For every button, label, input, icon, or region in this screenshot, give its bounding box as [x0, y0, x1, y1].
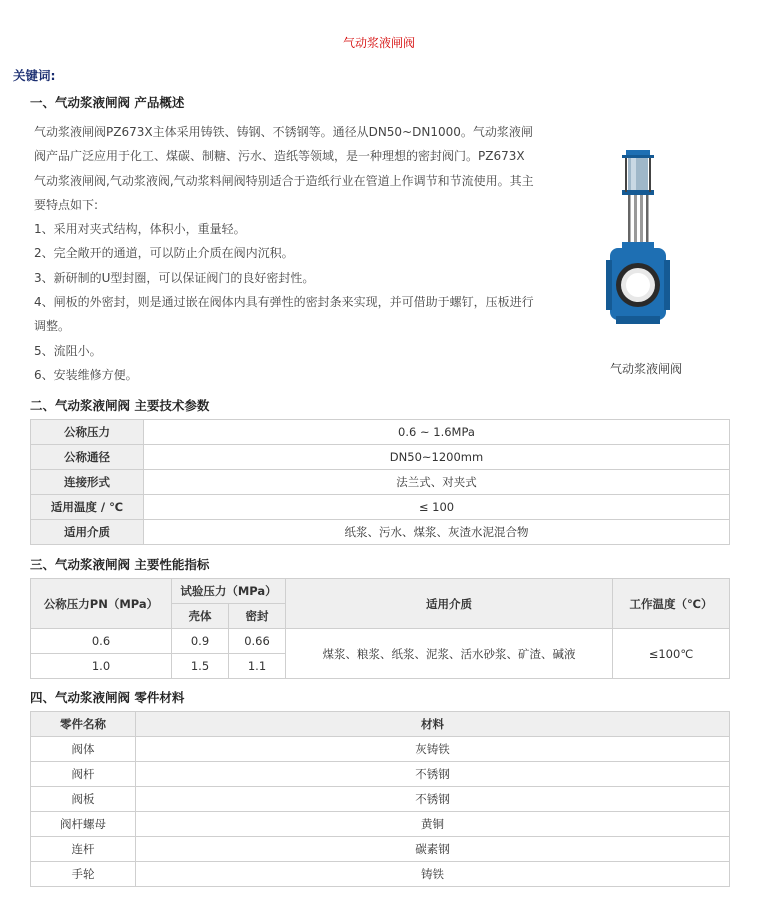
section-heading-performance: 三、气动浆液闸阀 主要性能指标 — [30, 557, 210, 572]
spec-key: 公称通径 — [31, 445, 144, 470]
cell-temp: ≤100℃ — [613, 629, 730, 679]
cell-seal: 0.66 — [229, 629, 286, 654]
spec-key: 适用温度 / ℃ — [31, 495, 144, 520]
intro-paragraph: 气动浆液闸阀PZ673X主体采用铸铁、铸钢、不锈钢等。通径从DN50~DN1000。气动浆液闸阀产品广泛应用于化工、煤碳、制糖、污水、造纸等领域，是一种理想的密封阀门。PZ673X气动浆液闸阀,气动浆液阀,气动浆料闸阀特别适合于造纸行业在管道上作调节和节流使用。其主要特点如下: — [34, 125, 534, 212]
cell-material: 碳素钢 — [136, 837, 730, 862]
cell-material: 灰铸铁 — [136, 737, 730, 762]
table-row — [31, 445, 730, 470]
table-row — [31, 862, 730, 887]
section-heading-specs: 二、气动浆液闸阀 主要技术参数 — [30, 398, 210, 413]
spec-key: 适用介质 — [31, 520, 144, 545]
cell-material: 铸铁 — [136, 862, 730, 887]
cell-shell: 1.5 — [172, 654, 229, 679]
spec-value: ≤ 100 — [144, 495, 730, 520]
header-pn: 公称压力PN（MPa） — [31, 579, 172, 629]
cell-material: 不锈钢 — [136, 787, 730, 812]
cell-part: 阀板 — [31, 787, 136, 812]
cell-material: 黄铜 — [136, 812, 730, 837]
table-header-row — [31, 712, 730, 737]
table-row — [31, 837, 730, 862]
cell-part: 阀体 — [31, 737, 136, 762]
intro-text — [34, 120, 534, 387]
table-row — [31, 737, 730, 762]
table-header-row — [31, 579, 730, 604]
cell-part: 阀杆螺母 — [31, 812, 136, 837]
table-row — [31, 812, 730, 837]
feature-item: 2、完全敞开的通道，可以防止介质在阀内沉积。 — [34, 246, 294, 261]
keywords-label: 关键词: — [13, 68, 56, 83]
section-heading-overview: 一、气动浆液闸阀 产品概述 — [30, 95, 185, 110]
cell-shell: 0.9 — [172, 629, 229, 654]
cell-seal: 1.1 — [229, 654, 286, 679]
header-material: 材料 — [136, 712, 730, 737]
product-caption: 气动浆液闸阀 — [610, 362, 683, 376]
specs-table — [30, 419, 730, 545]
cell-part: 阀杆 — [31, 762, 136, 787]
cell-material: 不锈钢 — [136, 762, 730, 787]
feature-item: 1、采用对夹式结构，体积小，重量轻。 — [34, 222, 246, 237]
table-row — [31, 420, 730, 445]
table-row — [31, 495, 730, 520]
table-row — [31, 787, 730, 812]
cell-part: 手轮 — [31, 862, 136, 887]
spec-value: DN50~1200mm — [144, 445, 730, 470]
header-medium: 适用介质 — [286, 579, 613, 629]
spec-key: 连接形式 — [31, 470, 144, 495]
feature-item: 5、流阻小。 — [34, 343, 102, 358]
spec-value: 法兰式、对夹式 — [144, 470, 730, 495]
cell-pn: 0.6 — [31, 629, 172, 654]
header-part: 零件名称 — [31, 712, 136, 737]
section-heading-materials: 四、气动浆液闸阀 零件材料 — [30, 690, 185, 705]
spec-key: 公称压力 — [31, 420, 144, 445]
page-title: 气动浆液闸阀 — [342, 36, 415, 50]
spec-value: 纸浆、污水、煤浆、灰渣水泥混合物 — [144, 520, 730, 545]
header-shell: 壳体 — [172, 604, 229, 629]
spec-value: 0.6 ~ 1.6MPa — [144, 420, 730, 445]
materials-table — [30, 711, 730, 887]
header-test-pressure: 试验压力（MPa） — [172, 579, 286, 604]
feature-item: 6、安装维修方便。 — [34, 367, 138, 382]
table-row — [31, 520, 730, 545]
header-seal: 密封 — [229, 604, 286, 629]
cell-pn: 1.0 — [31, 654, 172, 679]
performance-table — [30, 578, 730, 679]
table-row — [31, 762, 730, 787]
header-temp: 工作温度（℃） — [613, 579, 730, 629]
product-image — [598, 150, 678, 330]
cell-part: 连杆 — [31, 837, 136, 862]
feature-item: 4、闸板的外密封，则是通过嵌在阀体内具有弹性的密封条来实现，并可借助于螺钉，压板进行调整。 — [34, 295, 534, 334]
feature-item: 3、新研制的U型封圈，可以保证阀门的良好密封性。 — [34, 270, 315, 285]
cell-medium: 煤浆、粮浆、纸浆、泥浆、活水砂浆、矿渣、碱液 — [286, 629, 613, 679]
table-row — [31, 629, 730, 654]
table-row — [31, 470, 730, 495]
